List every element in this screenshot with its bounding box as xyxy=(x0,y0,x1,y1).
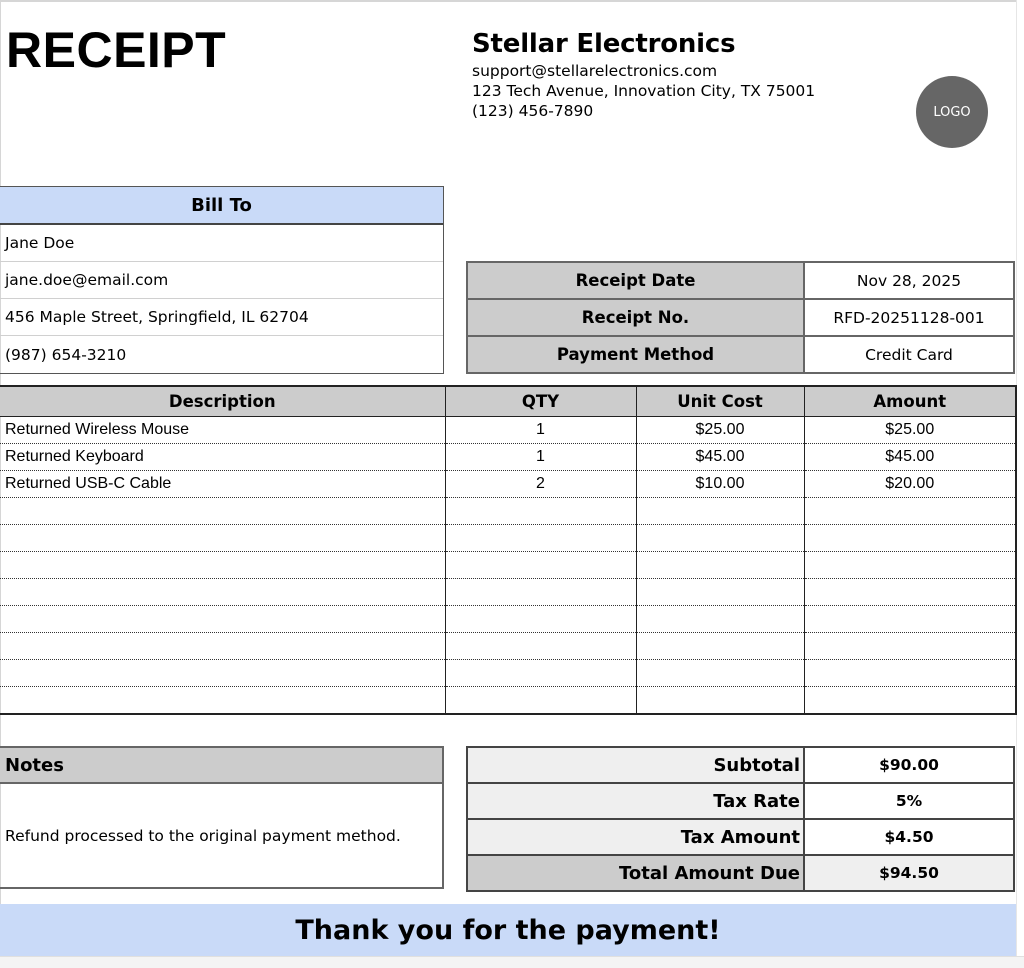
notes-text[interactable]: Refund processed to the original payment method. xyxy=(5,826,401,845)
item-unit-cost[interactable] xyxy=(636,579,804,606)
column-header-unit-cost: Unit Cost xyxy=(636,386,804,417)
totals-table xyxy=(466,746,1015,892)
company-phone: (123) 456-7890 xyxy=(472,102,594,120)
item-amount[interactable]: $45.00 xyxy=(804,444,1016,471)
receipt-title: RECEIPT xyxy=(6,22,227,78)
tax-amount-label: Tax Amount xyxy=(468,820,805,854)
tax-rate-value[interactable]: 5% xyxy=(895,792,923,810)
table-row xyxy=(0,660,1016,687)
item-amount[interactable] xyxy=(804,660,1016,687)
item-qty[interactable]: 2 xyxy=(445,471,636,498)
company-logo: LOGO xyxy=(916,76,988,148)
item-description[interactable] xyxy=(0,606,445,633)
sheet-right-gutter xyxy=(1016,0,1024,967)
bill-to-address[interactable]: 456 Maple Street, Springfield, IL 62704 xyxy=(0,299,443,336)
company-name: Stellar Electronics xyxy=(472,29,736,59)
item-description[interactable]: Returned USB-C Cable xyxy=(0,471,445,498)
tax-rate-row xyxy=(468,784,1013,820)
payment-method-row xyxy=(468,337,1013,372)
item-unit-cost[interactable] xyxy=(636,660,804,687)
item-description[interactable] xyxy=(0,687,445,715)
receipt-info-table xyxy=(466,261,1015,374)
company-address: 123 Tech Avenue, Innovation City, TX 75001 xyxy=(472,82,816,100)
item-qty[interactable] xyxy=(445,552,636,579)
tax-amount-value[interactable]: $4.50 xyxy=(884,828,934,846)
bill-to-header: Bill To xyxy=(0,187,443,225)
items-table xyxy=(0,385,1017,715)
items-header-row xyxy=(0,386,1016,417)
item-description[interactable] xyxy=(0,660,445,687)
item-amount[interactable] xyxy=(804,633,1016,660)
item-unit-cost[interactable]: $45.00 xyxy=(636,444,804,471)
table-row xyxy=(0,498,1016,525)
sheet-top-border xyxy=(0,0,1024,2)
table-row xyxy=(0,471,1016,498)
table-row xyxy=(0,687,1016,715)
item-qty[interactable] xyxy=(445,579,636,606)
item-qty[interactable] xyxy=(445,687,636,715)
tax-rate-label: Tax Rate xyxy=(468,784,805,818)
payment-method-value[interactable]: Credit Card xyxy=(865,345,953,364)
item-description[interactable] xyxy=(0,498,445,525)
table-row xyxy=(0,633,1016,660)
table-row xyxy=(0,444,1016,471)
table-row xyxy=(0,579,1016,606)
table-row xyxy=(0,606,1016,633)
item-amount[interactable] xyxy=(804,687,1016,715)
item-description[interactable] xyxy=(0,525,445,552)
item-amount[interactable]: $25.00 xyxy=(804,417,1016,444)
bill-to-section xyxy=(0,186,444,374)
item-amount[interactable] xyxy=(804,552,1016,579)
subtotal-label: Subtotal xyxy=(468,748,805,782)
column-header-qty: QTY xyxy=(445,386,636,417)
payment-method-label: Payment Method xyxy=(468,337,805,372)
receipt-number-label: Receipt No. xyxy=(468,300,805,335)
item-qty[interactable] xyxy=(445,606,636,633)
table-row xyxy=(0,552,1016,579)
table-row xyxy=(0,417,1016,444)
notes-section xyxy=(0,746,444,889)
tax-amount-row xyxy=(468,820,1013,856)
column-header-description: Description xyxy=(0,386,445,417)
notes-header: Notes xyxy=(0,748,442,784)
item-unit-cost[interactable] xyxy=(636,552,804,579)
item-qty[interactable]: 1 xyxy=(445,444,636,471)
item-description[interactable] xyxy=(0,579,445,606)
item-description[interactable]: Returned Wireless Mouse xyxy=(0,417,445,444)
item-amount[interactable]: $20.00 xyxy=(804,471,1016,498)
item-unit-cost[interactable] xyxy=(636,498,804,525)
item-unit-cost[interactable] xyxy=(636,633,804,660)
item-qty[interactable]: 1 xyxy=(445,417,636,444)
bill-to-email[interactable]: jane.doe@email.com xyxy=(0,262,443,299)
item-amount[interactable] xyxy=(804,579,1016,606)
item-description[interactable] xyxy=(0,552,445,579)
company-email: support@stellarelectronics.com xyxy=(472,62,718,80)
item-qty[interactable] xyxy=(445,525,636,552)
item-unit-cost[interactable] xyxy=(636,525,804,552)
item-unit-cost[interactable] xyxy=(636,606,804,633)
total-due-value[interactable]: $94.50 xyxy=(805,856,1013,890)
sheet-bottom-edge xyxy=(0,956,1024,968)
receipt-date-row xyxy=(468,263,1013,300)
total-due-label: Total Amount Due xyxy=(468,856,805,890)
subtotal-row xyxy=(468,748,1013,784)
subtotal-value[interactable]: $90.00 xyxy=(879,756,939,774)
table-row xyxy=(0,525,1016,552)
item-description[interactable] xyxy=(0,633,445,660)
column-header-amount: Amount xyxy=(804,386,1016,417)
item-unit-cost[interactable] xyxy=(636,687,804,715)
item-qty[interactable] xyxy=(445,498,636,525)
total-due-row xyxy=(468,856,1013,890)
bill-to-phone[interactable]: (987) 654-3210 xyxy=(5,345,127,364)
bill-to-name[interactable]: Jane Doe xyxy=(0,225,443,262)
thank-you-banner: Thank you for the payment! xyxy=(0,904,1016,956)
receipt-number-value[interactable]: RFD-20251128-001 xyxy=(833,308,985,327)
item-amount[interactable] xyxy=(804,606,1016,633)
item-description[interactable]: Returned Keyboard xyxy=(0,444,445,471)
item-qty[interactable] xyxy=(445,633,636,660)
item-amount[interactable] xyxy=(804,525,1016,552)
receipt-number-row xyxy=(468,300,1013,337)
receipt-date-value[interactable]: Nov 28, 2025 xyxy=(856,271,962,290)
receipt-date-label: Receipt Date xyxy=(468,263,805,298)
item-unit-cost[interactable]: $25.00 xyxy=(636,417,804,444)
item-amount[interactable] xyxy=(804,498,1016,525)
item-unit-cost[interactable]: $10.00 xyxy=(636,471,804,498)
item-qty[interactable] xyxy=(445,660,636,687)
